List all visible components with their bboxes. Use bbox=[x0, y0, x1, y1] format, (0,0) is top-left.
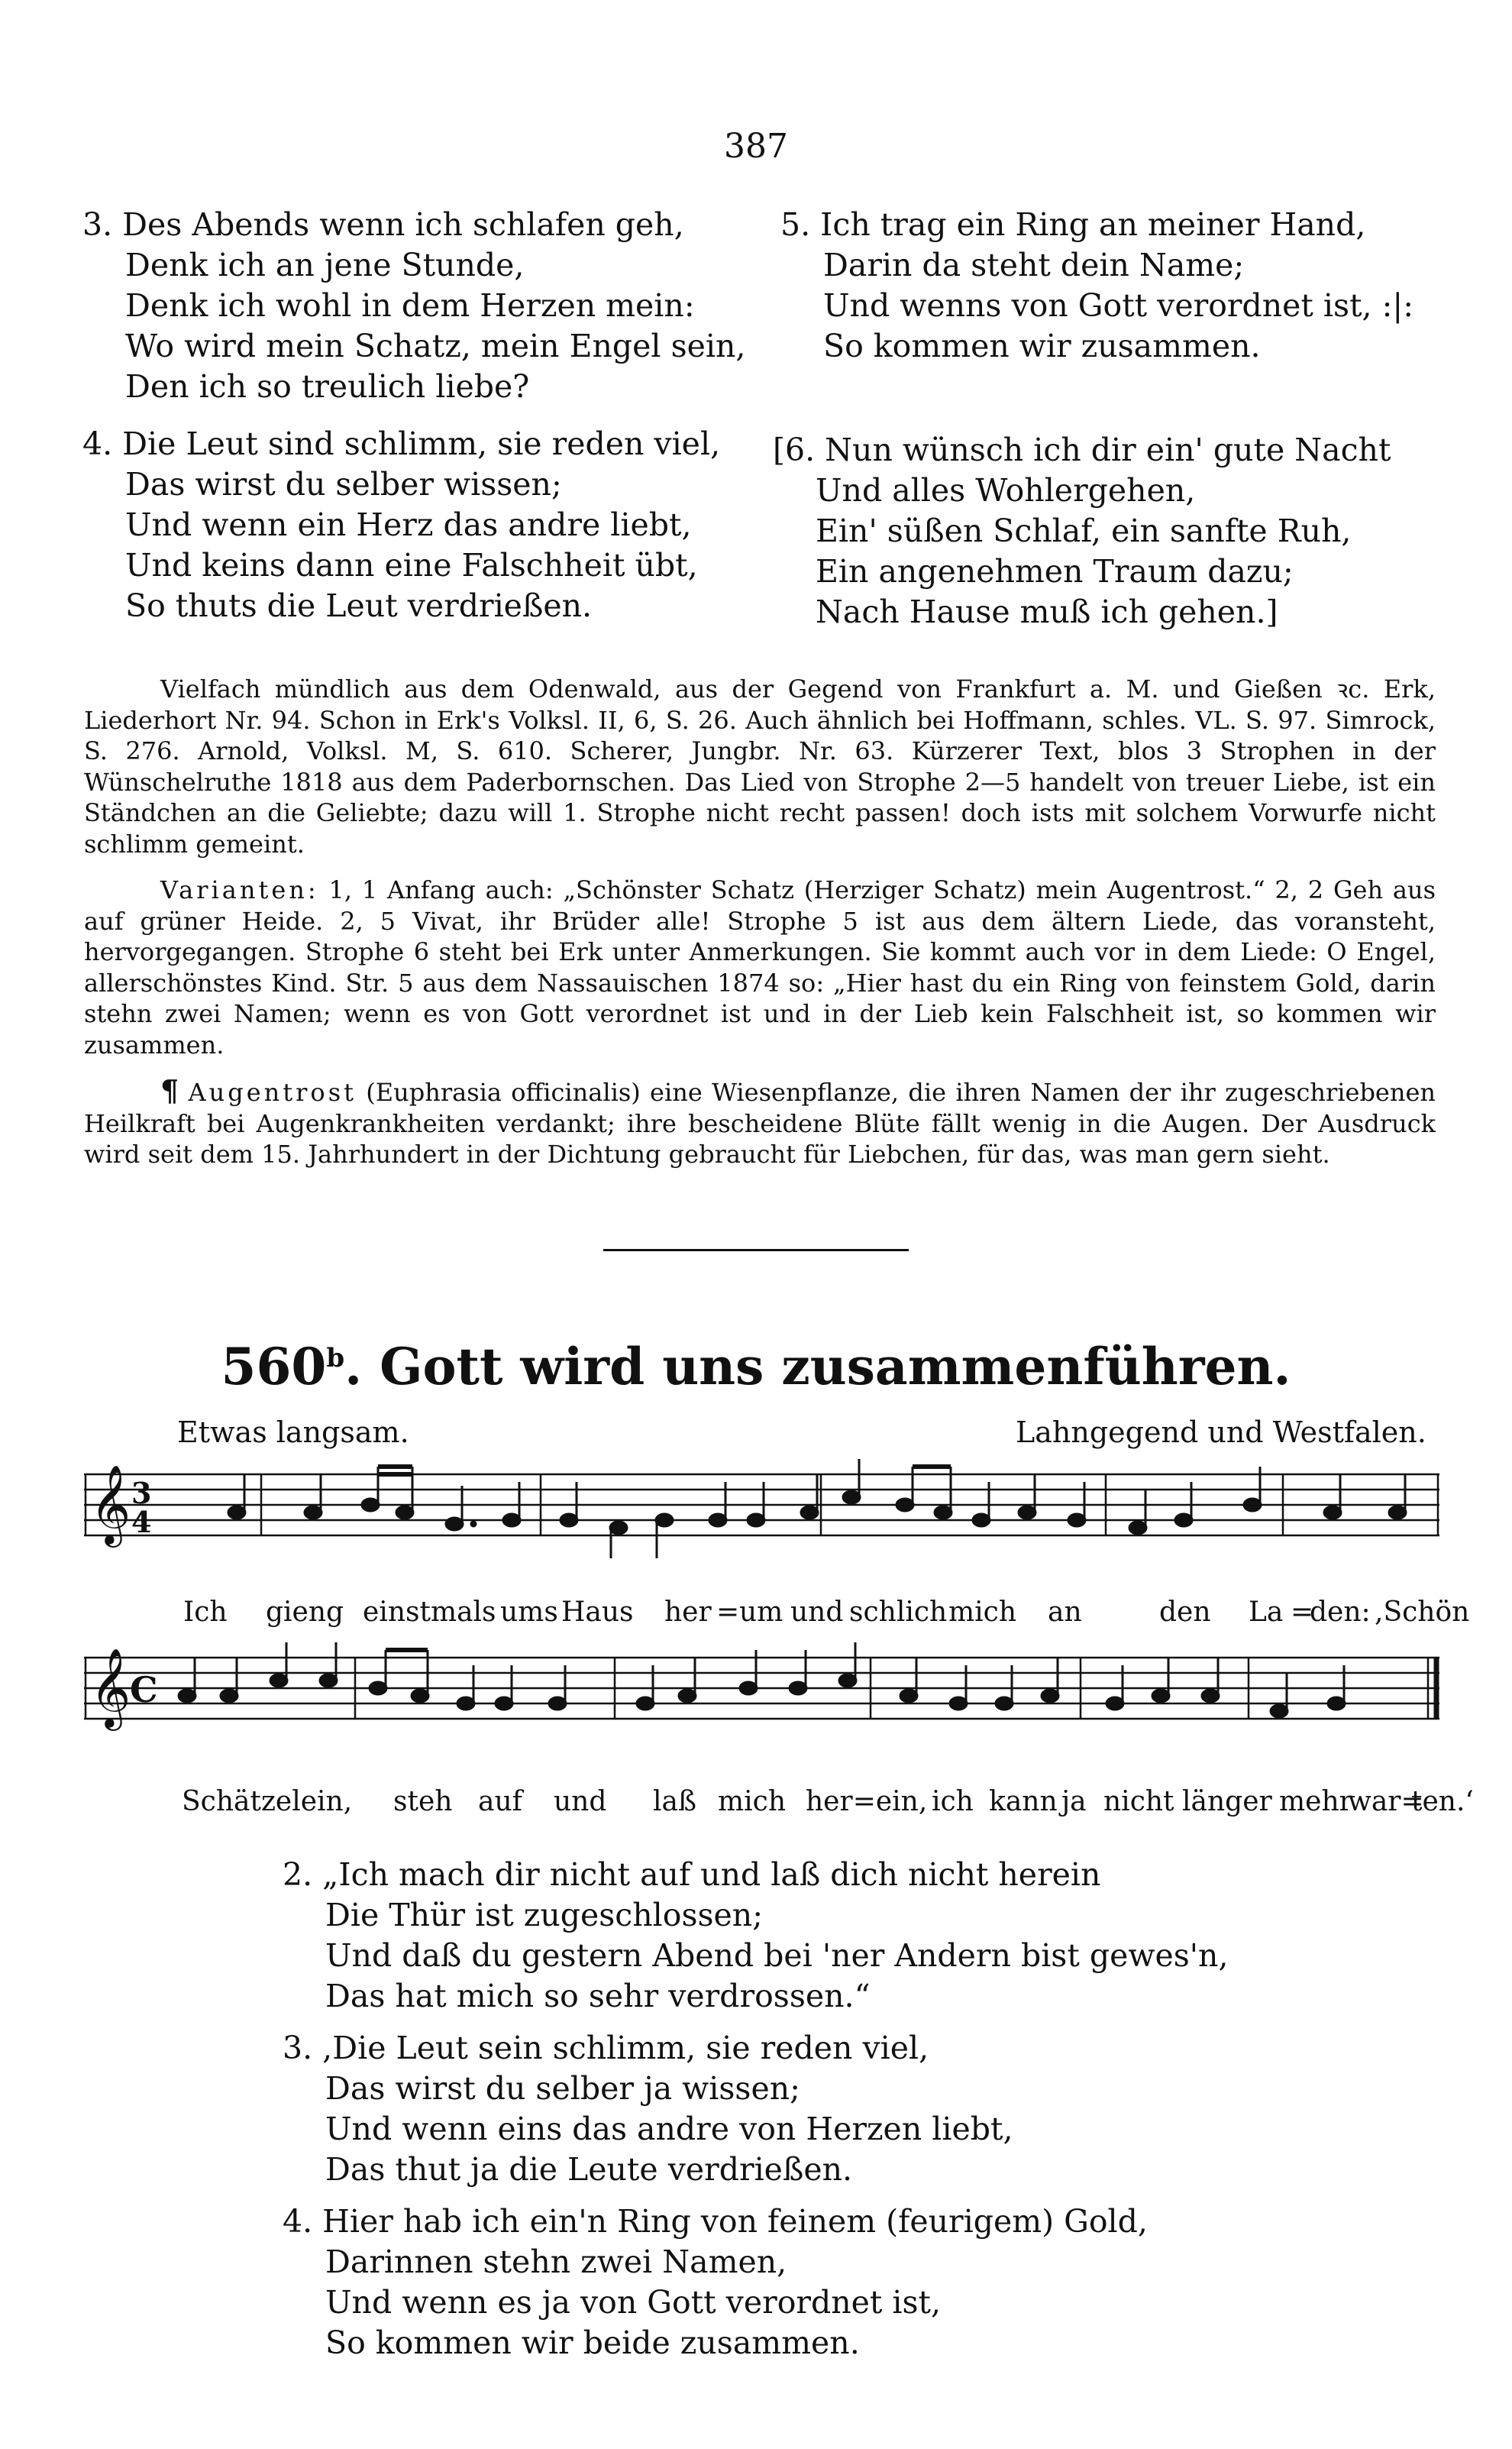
lyric-syllable: den bbox=[1159, 1597, 1211, 1628]
song-number: 560 bbox=[221, 1337, 327, 1396]
song-number-suffix: b bbox=[326, 1343, 345, 1373]
variants-label: Varianten: bbox=[160, 875, 319, 904]
stanza-line: Hier hab ich ein'n Ring von feinem (feurigem) Gold, bbox=[322, 2203, 1148, 2240]
note bbox=[1271, 1705, 1287, 1717]
note bbox=[679, 1690, 696, 1702]
time-signature-bottom: 4 bbox=[131, 1505, 152, 1539]
stanza-line: Ein angenehmen Traum dazu; bbox=[816, 553, 1294, 590]
lyrics-line-1 bbox=[76, 1597, 1470, 1635]
note bbox=[1175, 1514, 1192, 1526]
stanza-number: 2. bbox=[283, 1856, 313, 1893]
gloss-term: Augentrost bbox=[188, 1078, 357, 1107]
stanza-line: Des Abends wenn ich schlafen geh, bbox=[122, 206, 684, 243]
note bbox=[396, 1506, 413, 1519]
lyric-syllable: einstmals bbox=[363, 1597, 496, 1628]
stanza-line: Nun wünsch ich dir ein' gute Nacht bbox=[825, 432, 1391, 468]
note bbox=[1019, 1506, 1035, 1519]
note bbox=[1107, 1697, 1123, 1710]
note bbox=[561, 1514, 577, 1526]
stanza-line: Und daß du gestern Abend bei 'ner Andern bist gewes'n, bbox=[325, 1937, 1229, 1974]
note bbox=[935, 1506, 951, 1519]
note bbox=[503, 1514, 520, 1526]
stanza-line: Das wirst du selber ja wissen; bbox=[325, 2070, 800, 2107]
stanza-line: Das thut ja die Leute verdrießen. bbox=[325, 2151, 853, 2188]
lyric-syllable: Haus bbox=[561, 1597, 634, 1628]
stanza-line: Und wenns von Gott verordnet ist, :|: bbox=[823, 287, 1414, 324]
note bbox=[748, 1514, 764, 1526]
note bbox=[709, 1514, 726, 1526]
song-title: 560$^b$. Gott wird uns zusammenführen. bbox=[221, 1337, 1291, 1396]
stanza-line: Das wirst du selber wissen; bbox=[125, 466, 562, 503]
tempo-marking: Etwas langsam. bbox=[177, 1415, 409, 1449]
common-time: C bbox=[130, 1669, 158, 1710]
note bbox=[900, 1690, 917, 1702]
note bbox=[305, 1506, 321, 1519]
lyric-syllable: Schätzelein, bbox=[182, 1786, 353, 1817]
stanza-line: Denk ich an jene Stunde, bbox=[125, 247, 525, 283]
stanza-line: Den ich so treulich liebe? bbox=[125, 368, 530, 405]
song-stanza-2 bbox=[283, 1855, 1228, 2017]
lyric-syllable: und bbox=[554, 1786, 607, 1817]
note bbox=[412, 1690, 428, 1702]
time-signature-top: 3 bbox=[131, 1476, 152, 1510]
note bbox=[843, 1491, 860, 1503]
note bbox=[1328, 1697, 1345, 1710]
stanza-line: Darin da steht dein Name; bbox=[823, 247, 1245, 283]
lyric-syllable: Ich bbox=[183, 1597, 228, 1628]
stanza-4 bbox=[82, 424, 720, 626]
lyric-syllable: nicht bbox=[1103, 1786, 1174, 1817]
stanza-line: Und alles Wohlergehen, bbox=[816, 472, 1196, 509]
lyric-syllable: ,Schön bbox=[1375, 1597, 1470, 1628]
lyric-syllable: länger bbox=[1182, 1786, 1272, 1817]
stanza-line: Denk ich wohl in dem Herzen mein: bbox=[125, 287, 695, 324]
stanza-6 bbox=[773, 430, 1391, 632]
stanza-line: Die Thür ist zugeschlossen; bbox=[325, 1897, 764, 1933]
lyric-syllable: laß bbox=[653, 1786, 697, 1817]
note bbox=[950, 1697, 967, 1710]
notes-sources: Vielfach mündlich aus dem Odenwald, aus der Gegend von Frankfurt a. M. und Gießen ꝛc. Erk, Liederhort Nr. 94. Schon in Erk's Volksl. II, 6, S. 26. Auch ähnlich bei Hoffmann, schles. VL. S. 97. Simrock, S. 276. Arnold, Volksl. M, S. 610. Scherer, Jungbr. Nr. 63. Kürzerer Text, blos 3 Strophen in der Wünschelruthe 1818 aus dem Paderbornschen. Das Lied von Strophe 2—5 handelt von treuer Liebe, ist ein Ständchen an die Geliebte; dazu will 1. Strophe nicht recht passen! doch ists mit solchem Vorwurfe nicht schlimm gemeint. bbox=[84, 675, 1436, 859]
note bbox=[270, 1674, 287, 1687]
note bbox=[362, 1499, 379, 1511]
stanza-number: 4. bbox=[283, 2203, 313, 2240]
stanza-line: So thuts die Leut verdrießen. bbox=[125, 587, 593, 624]
lyric-syllable: und bbox=[790, 1597, 844, 1628]
note bbox=[637, 1697, 654, 1710]
gloss-text: (Euphrasia officinalis) eine Wiesenpflanze, die ihren Namen der ihr zugeschriebenen Heilkraft bei Augenkrankheiten verdankt; ihre bescheidene Blüte fällt wenig in die Augen. Der Ausdruck wird seit dem 15. Jahrhundert in der Dichtung gebraucht für Liebchen, für das, was man gern sieht. bbox=[84, 1078, 1436, 1169]
pilcrow-icon: ¶ bbox=[160, 1073, 179, 1108]
note bbox=[179, 1690, 195, 1702]
note bbox=[1042, 1690, 1058, 1702]
stanza-number: 3. bbox=[283, 2030, 313, 2066]
note bbox=[839, 1674, 856, 1687]
lyric-syllable: her bbox=[664, 1597, 712, 1628]
note bbox=[973, 1514, 990, 1526]
lyric-syllable: ten.‘ bbox=[1411, 1786, 1474, 1817]
stanza-number: [6. bbox=[773, 432, 816, 468]
song-stanza-4 bbox=[283, 2202, 1148, 2363]
note bbox=[1244, 1499, 1261, 1511]
note bbox=[320, 1674, 337, 1687]
stanza-3 bbox=[82, 205, 745, 407]
stanza-line: Ein' süßen Schlaf, ein sanfte Ruh, bbox=[816, 513, 1352, 549]
stanza-line: Das hat mich so sehr verdrossen.“ bbox=[325, 1978, 871, 2014]
stanza-line: Und wenn ein Herz das andre liebt, bbox=[125, 506, 692, 543]
stanza-line: So kommen wir beide zusammen. bbox=[325, 2324, 860, 2361]
note bbox=[228, 1506, 245, 1519]
note bbox=[1324, 1506, 1341, 1519]
lyric-syllable: mich bbox=[718, 1786, 786, 1817]
note bbox=[446, 1518, 463, 1530]
region-marking: Lahngegend und Westfalen. bbox=[1016, 1415, 1426, 1449]
lyric-syllable: mehr bbox=[1279, 1786, 1352, 1817]
note bbox=[1202, 1690, 1219, 1702]
lyric-syllable: kann bbox=[989, 1786, 1058, 1817]
notes-gloss bbox=[84, 1073, 1436, 1170]
note bbox=[549, 1697, 566, 1710]
lyric-syllable: ums bbox=[500, 1597, 558, 1628]
note bbox=[996, 1697, 1013, 1710]
note bbox=[1068, 1514, 1085, 1526]
note bbox=[790, 1682, 806, 1694]
stanza-line: Und wenn es ja von Gott verordnet ist, bbox=[325, 2284, 942, 2321]
lyric-syllable: steh bbox=[393, 1786, 453, 1817]
lyric-syllable: war= bbox=[1348, 1786, 1424, 1817]
treble-clef-icon: 𝄞 bbox=[90, 1464, 131, 1545]
lyric-syllable: = bbox=[1291, 1597, 1314, 1628]
note bbox=[740, 1682, 757, 1694]
lyric-syllable: den: bbox=[1310, 1597, 1371, 1628]
lyric-syllable: mich bbox=[948, 1597, 1016, 1628]
lyric-syllable: La bbox=[1249, 1597, 1284, 1628]
stanza-number: 5. bbox=[780, 206, 811, 243]
lyric-syllable: auf bbox=[478, 1786, 522, 1817]
stanza-line: Nach Hause muß ich gehen.] bbox=[816, 594, 1278, 630]
song-stanza-3 bbox=[283, 2028, 1013, 2190]
section-divider bbox=[603, 1249, 909, 1251]
stanza-line: So kommen wir zusammen. bbox=[823, 328, 1261, 364]
stanza-5 bbox=[780, 205, 1413, 367]
music-staff-2 bbox=[84, 1635, 1439, 1742]
note bbox=[1152, 1690, 1169, 1702]
note bbox=[801, 1506, 818, 1519]
note bbox=[610, 1522, 627, 1534]
lyric-syllable: ja bbox=[1061, 1786, 1087, 1817]
note bbox=[656, 1514, 673, 1526]
stanza-number: 3. bbox=[82, 206, 113, 243]
note bbox=[897, 1499, 913, 1511]
lyric-syllable: gieng bbox=[266, 1597, 344, 1628]
note bbox=[496, 1697, 512, 1710]
stanza-line: „Ich mach dir nicht auf und laß dich nicht herein bbox=[322, 1856, 1101, 1893]
stanza-line: ,Die Leut sein schlimm, sie reden viel, bbox=[322, 2030, 929, 2066]
stanza-line: Und wenn eins das andre von Herzen liebt, bbox=[325, 2111, 1013, 2147]
lyric-syllable: her=ein, bbox=[806, 1786, 928, 1817]
stanza-number: 4. bbox=[82, 425, 113, 462]
treble-clef-icon: 𝄞 bbox=[90, 1648, 131, 1728]
page-number: 387 bbox=[724, 127, 788, 166]
note bbox=[370, 1682, 386, 1694]
stanza-line: Und keins dann eine Falschheit übt, bbox=[125, 547, 698, 584]
note bbox=[221, 1690, 237, 1702]
lyric-syllable: ich bbox=[932, 1786, 974, 1817]
stanza-line: Ich trag ein Ring an meiner Hand, bbox=[820, 206, 1366, 243]
note bbox=[1389, 1506, 1406, 1519]
lyric-syllable: an bbox=[1048, 1597, 1082, 1628]
notes-variants bbox=[84, 875, 1436, 1060]
music-staff-1 bbox=[84, 1451, 1439, 1558]
stanza-line: Wo wird mein Schatz, mein Engel sein, bbox=[125, 328, 746, 364]
song-title-text: Gott wird uns zusammenführen. bbox=[380, 1337, 1291, 1396]
stanza-line: Die Leut sind schlimm, sie reden viel, bbox=[122, 425, 721, 462]
lyric-syllable: = bbox=[716, 1597, 740, 1628]
lyrics-line-2 bbox=[76, 1786, 1474, 1824]
notes bbox=[84, 674, 1436, 1186]
note bbox=[457, 1697, 474, 1710]
note bbox=[1129, 1522, 1146, 1534]
variants-text: 1, 1 Anfang auch: „Schönster Schatz (Herziger Schatz) mein Augentrost.“ 2, 2 Geh aus auf grüner Heide. 2, 5 Vivat, ihr Brüder alle! Strophe 5 ist aus dem ältern Liede, das voransteht, hervorgegangen. Strophe 6 steht bei Erk unter Anmerkungen. Sie kommt auch vor in dem Liede: O Engel, allerschönstes Kind. Str. 5 aus dem Nassauischen 1874 so: „Hier hast du ein Ring von feinstem Gold, darin stehn zwei Namen; wenn es von Gott verordnet ist und in der Lieb kein Falschheit ist, so kommen wir zusammen. bbox=[84, 875, 1436, 1060]
lyric-syllable: um bbox=[739, 1597, 783, 1628]
stanza-line: Darinnen stehn zwei Namen, bbox=[325, 2244, 787, 2280]
lyric-syllable: schlich bbox=[849, 1597, 948, 1628]
